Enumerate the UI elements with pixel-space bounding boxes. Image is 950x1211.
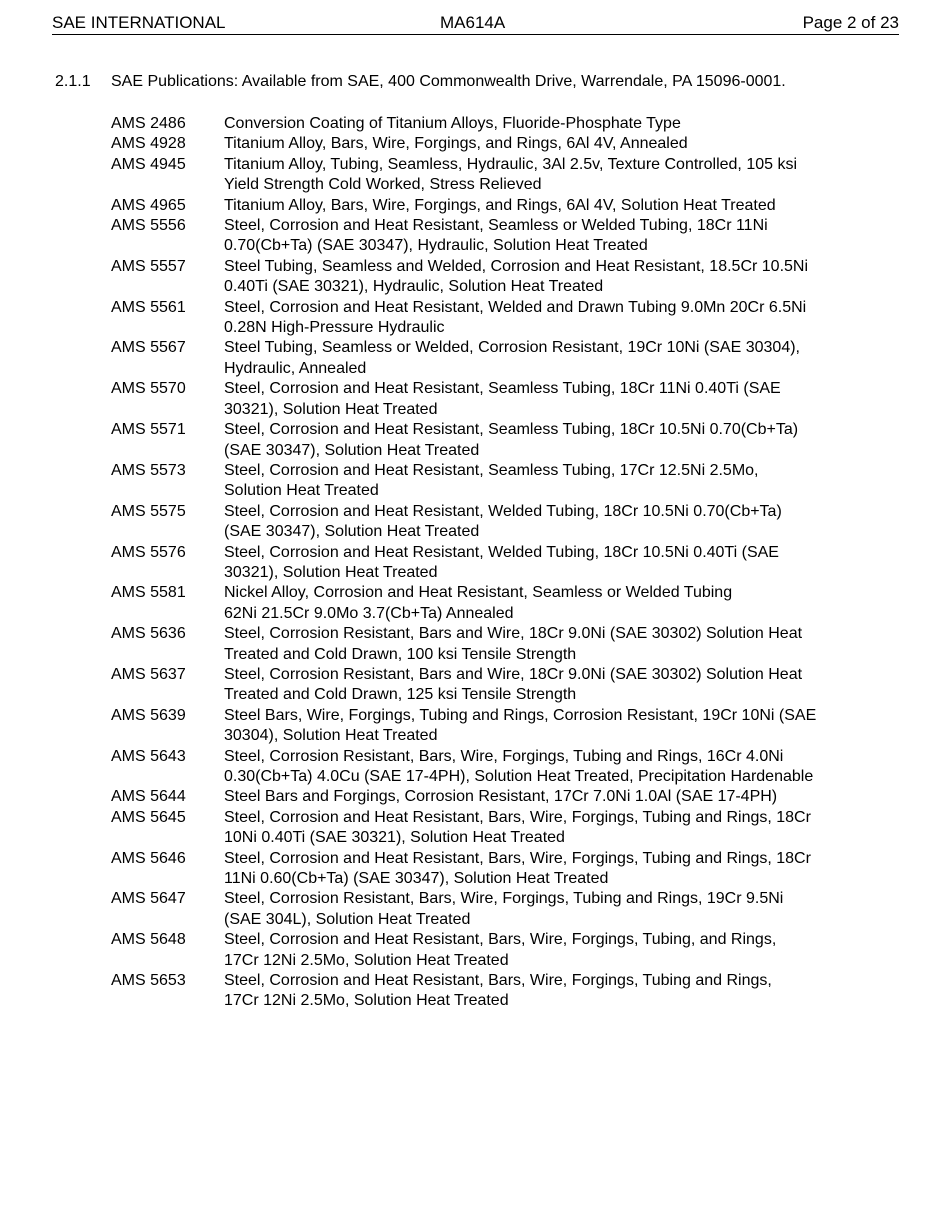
reference-title	[224, 889, 871, 930]
reference-title-line: 62Ni 21.5Cr 9.0Mo 3.7(Cb+Ta) Annealed	[224, 604, 514, 622]
reference-code: AMS 5647	[111, 890, 186, 908]
reference-title	[224, 502, 871, 543]
reference-item	[111, 461, 871, 502]
reference-title	[224, 338, 871, 379]
reference-title-line: Treated and Cold Drawn, 100 ksi Tensile Strength	[224, 645, 577, 663]
reference-code: AMS 5571	[111, 421, 186, 439]
reference-title-line: Steel, Corrosion Resistant, Bars, Wire, Forgings, Tubing and Rings, 19Cr 9.5Ni	[224, 890, 784, 908]
section-text: SAE Publications: Available from SAE, 400 Commonwealth Drive, Warrendale, PA 15096-0001.	[111, 73, 786, 90]
reference-title	[224, 808, 871, 849]
reference-item	[111, 747, 871, 788]
reference-title	[224, 216, 871, 257]
reference-item	[111, 298, 871, 339]
reference-title-line: Nickel Alloy, Corrosion and Heat Resistant, Seamless or Welded Tubing	[224, 584, 733, 602]
reference-item	[111, 706, 871, 747]
reference-title	[224, 461, 871, 502]
reference-title-line: 0.40Ti (SAE 30321), Hydraulic, Solution Heat Treated	[224, 278, 604, 296]
reference-code: AMS 5575	[111, 502, 186, 520]
reference-title-line: Titanium Alloy, Bars, Wire, Forgings, and Rings, 6Al 4V, Annealed	[224, 135, 688, 153]
reference-code: AMS 4945	[111, 155, 186, 173]
reference-code: AMS 5639	[111, 706, 186, 724]
reference-title-line: Steel, Corrosion and Heat Resistant, Welded Tubing, 18Cr 10.5Ni 0.40Ti (SAE	[224, 543, 779, 561]
reference-code: AMS 5557	[111, 257, 186, 275]
reference-title	[224, 298, 871, 339]
reference-title-line: Steel Bars, Wire, Forgings, Tubing and Rings, Corrosion Resistant, 19Cr 10Ni (SAE	[224, 706, 817, 724]
reference-title-line: Steel, Corrosion and Heat Resistant, Bars, Wire, Forgings, Tubing and Rings,	[224, 972, 772, 990]
reference-item	[111, 665, 871, 706]
reference-item	[111, 849, 871, 890]
reference-title	[224, 114, 871, 134]
reference-code: AMS 5636	[111, 625, 186, 643]
reference-title	[224, 930, 871, 971]
reference-title	[224, 624, 871, 665]
reference-code: AMS 5646	[111, 849, 186, 867]
reference-title-line: Steel, Corrosion and Heat Resistant, Seamless Tubing, 18Cr 11Ni 0.40Ti (SAE	[224, 380, 781, 398]
reference-title-line: Steel, Corrosion and Heat Resistant, Seamless Tubing, 18Cr 10.5Ni 0.70(Cb+Ta)	[224, 421, 799, 439]
reference-code: AMS 4928	[111, 135, 186, 153]
reference-title-line: 0.70(Cb+Ta) (SAE 30347), Hydraulic, Solution Heat Treated	[224, 237, 648, 255]
reference-code: AMS 5637	[111, 665, 186, 683]
reference-item	[111, 930, 871, 971]
reference-title-line: Steel, Corrosion and Heat Resistant, Bars, Wire, Forgings, Tubing and Rings, 18Cr	[224, 808, 811, 826]
reference-title-line: Steel, Corrosion and Heat Resistant, Seamless Tubing, 17Cr 12.5Ni 2.5Mo,	[224, 461, 759, 479]
reference-title-line: (SAE 30347), Solution Heat Treated	[224, 523, 480, 541]
reference-title	[224, 257, 871, 298]
reference-item	[111, 420, 871, 461]
reference-title	[224, 543, 871, 584]
reference-code: AMS 5648	[111, 931, 186, 949]
reference-code: AMS 5581	[111, 584, 186, 602]
page-number: Page 2 of 23	[802, 13, 899, 32]
reference-item	[111, 502, 871, 543]
reference-title-line: 30321), Solution Heat Treated	[224, 400, 438, 418]
document-number: MA614A	[440, 13, 506, 32]
reference-code: AMS 5561	[111, 298, 186, 316]
reference-item	[111, 583, 871, 624]
reference-title	[224, 134, 871, 154]
reference-title	[224, 849, 871, 890]
reference-title-line: Steel, Corrosion Resistant, Bars and Wire, 18Cr 9.0Ni (SAE 30302) Solution Heat	[224, 625, 803, 643]
reference-title	[224, 155, 871, 196]
reference-title	[224, 196, 871, 216]
reference-code: AMS 2486	[111, 115, 186, 132]
reference-title	[224, 706, 871, 747]
reference-item	[111, 257, 871, 298]
reference-title-line: Steel, Corrosion and Heat Resistant, Bars, Wire, Forgings, Tubing and Rings, 18Cr	[224, 849, 811, 867]
reference-title-line: Steel, Corrosion and Heat Resistant, Welded and Drawn Tubing 9.0Mn 20Cr 6.5Ni	[224, 298, 807, 316]
reference-code: AMS 4965	[111, 196, 186, 214]
reference-item	[111, 971, 871, 1012]
reference-title-line: Steel, Corrosion and Heat Resistant, Bars, Wire, Forgings, Tubing, and Rings,	[224, 931, 777, 949]
reference-title-line: 11Ni 0.60(Cb+Ta) (SAE 30347), Solution Heat Treated	[224, 870, 609, 888]
reference-title-line: Steel, Corrosion Resistant, Bars, Wire, Forgings, Tubing and Rings, 16Cr 4.0Ni	[224, 747, 784, 765]
reference-item	[111, 889, 871, 930]
reference-code: AMS 5645	[111, 808, 186, 826]
reference-code: AMS 5573	[111, 461, 186, 479]
reference-item	[111, 216, 871, 257]
section-number: 2.1.1	[55, 73, 91, 90]
reference-title-line: Titanium Alloy, Bars, Wire, Forgings, and Rings, 6Al 4V, Solution Heat Treated	[224, 196, 776, 214]
reference-title	[224, 583, 871, 624]
reference-title-line: 0.28N High-Pressure Hydraulic	[224, 319, 445, 337]
reference-item	[111, 543, 871, 584]
reference-title-line: (SAE 30347), Solution Heat Treated	[224, 441, 480, 459]
reference-title-line: Conversion Coating of Titanium Alloys, Fluoride-Phosphate Type	[224, 115, 681, 132]
reference-title	[224, 379, 871, 420]
reference-item	[111, 808, 871, 849]
reference-item	[111, 114, 871, 134]
reference-code: AMS 5576	[111, 543, 186, 561]
publisher-name: SAE INTERNATIONAL	[52, 13, 226, 32]
reference-title-line: Yield Strength Cold Worked, Stress Relieved	[224, 176, 542, 194]
reference-title-line: 10Ni 0.40Ti (SAE 30321), Solution Heat Treated	[224, 829, 565, 847]
reference-code: AMS 5570	[111, 380, 186, 398]
reference-title-line: (SAE 304L), Solution Heat Treated	[224, 910, 471, 928]
reference-code: AMS 5567	[111, 339, 186, 357]
reference-item	[111, 196, 871, 216]
reference-title-line: Steel Bars and Forgings, Corrosion Resistant, 17Cr 7.0Ni 1.0Al (SAE 17-4PH)	[224, 788, 778, 806]
reference-title-line: Hydraulic, Annealed	[224, 359, 367, 377]
reference-code: AMS 5643	[111, 747, 186, 765]
reference-title-line: Steel Tubing, Seamless and Welded, Corrosion and Heat Resistant, 18.5Cr 10.5Ni	[224, 257, 809, 275]
reference-item	[111, 155, 871, 196]
reference-title	[224, 747, 871, 788]
reference-list	[111, 114, 871, 1012]
page-header	[52, 12, 899, 35]
reference-title-line: Steel, Corrosion and Heat Resistant, Seamless or Welded Tubing, 18Cr 11Ni	[224, 217, 768, 235]
reference-title-line: 0.30(Cb+Ta) 4.0Cu (SAE 17-4PH), Solution Heat Treated, Precipitation Hardenable	[224, 768, 814, 785]
reference-code: AMS 5644	[111, 788, 186, 806]
reference-title	[224, 971, 871, 1012]
reference-title	[224, 787, 871, 807]
reference-item	[111, 787, 871, 807]
reference-item	[111, 624, 871, 665]
reference-item	[111, 379, 871, 420]
reference-title-line: Steel, Corrosion Resistant, Bars and Wire, 18Cr 9.0Ni (SAE 30302) Solution Heat	[224, 665, 803, 683]
reference-code: AMS 5556	[111, 217, 186, 235]
reference-title	[224, 420, 871, 461]
reference-title-line: Steel, Corrosion and Heat Resistant, Welded Tubing, 18Cr 10.5Ni 0.70(Cb+Ta)	[224, 502, 782, 520]
reference-title-line: 30304), Solution Heat Treated	[224, 727, 438, 745]
reference-title-line: Steel Tubing, Seamless or Welded, Corrosion Resistant, 19Cr 10Ni (SAE 30304),	[224, 339, 800, 357]
reference-title	[224, 665, 871, 706]
reference-title-line: 17Cr 12Ni 2.5Mo, Solution Heat Treated	[224, 992, 509, 1010]
reference-title-line: 30321), Solution Heat Treated	[224, 563, 438, 581]
reference-code: AMS 5653	[111, 972, 186, 990]
reference-item	[111, 134, 871, 154]
reference-item	[111, 338, 871, 379]
reference-title-line: 17Cr 12Ni 2.5Mo, Solution Heat Treated	[224, 951, 509, 969]
reference-title-line: Titanium Alloy, Tubing, Seamless, Hydraulic, 3Al 2.5v, Texture Controlled, 105 ksi	[224, 155, 798, 173]
reference-title-line: Treated and Cold Drawn, 125 ksi Tensile Strength	[224, 686, 577, 704]
reference-title-line: Solution Heat Treated	[224, 482, 379, 500]
